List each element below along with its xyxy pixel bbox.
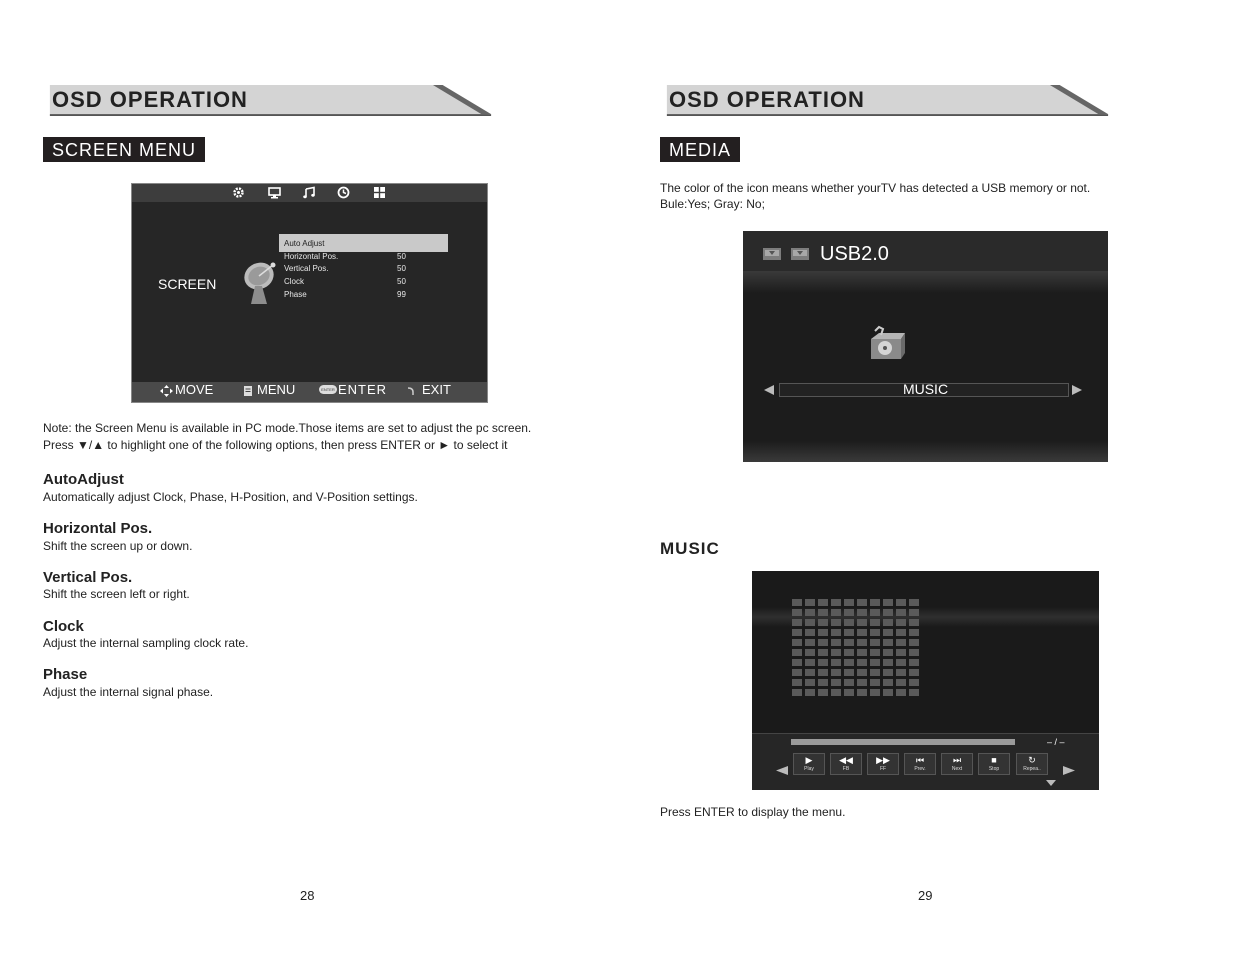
item-title-horizontal-pos: Horizontal Pos. bbox=[43, 520, 153, 537]
grid-cell bbox=[909, 599, 919, 606]
grid-cell bbox=[896, 649, 906, 656]
item-desc-horizontal-pos: Shift the screen up or down. bbox=[43, 539, 193, 553]
menu-value-phase: 99 bbox=[397, 290, 406, 299]
grid-cell bbox=[870, 689, 880, 696]
grid-cell bbox=[805, 649, 815, 656]
repeat-label: Repea.. bbox=[1023, 766, 1041, 772]
grid-cell bbox=[805, 689, 815, 696]
page-title: OSD OPERATION bbox=[669, 87, 865, 112]
enter-key-badge: ENTER bbox=[319, 385, 337, 394]
usb-divider-band bbox=[743, 271, 1108, 293]
play-label: Play bbox=[804, 766, 814, 772]
grid-cell bbox=[792, 619, 802, 626]
next-icon: ⏭ bbox=[952, 755, 962, 765]
grid-cell bbox=[883, 679, 893, 686]
grid-cell bbox=[857, 689, 867, 696]
grid-cell bbox=[805, 639, 815, 646]
grid-cell bbox=[857, 629, 867, 636]
grid-cell bbox=[818, 679, 828, 686]
play-icon: ▶ bbox=[805, 755, 813, 765]
grid-cell bbox=[896, 679, 906, 686]
grid-cell bbox=[792, 669, 802, 676]
grid-cell bbox=[792, 679, 802, 686]
previous-label: Prev. bbox=[914, 766, 926, 772]
grid-cell bbox=[870, 609, 880, 616]
grid-cell bbox=[818, 669, 828, 676]
grid-cell bbox=[831, 649, 841, 656]
grid-cell bbox=[857, 599, 867, 606]
grid-cell bbox=[818, 609, 828, 616]
stop-label: Stop bbox=[988, 766, 1000, 772]
menu-item-horizontal-pos[interactable]: Horizontal Pos. bbox=[284, 252, 339, 261]
grid-cell bbox=[818, 599, 828, 606]
grid-cell bbox=[844, 619, 854, 626]
grid-cell bbox=[831, 629, 841, 636]
grid-cell bbox=[857, 639, 867, 646]
satellite-dish-icon bbox=[239, 258, 281, 306]
screen-side-label: SCREEN bbox=[158, 276, 217, 292]
grid-cell bbox=[831, 669, 841, 676]
usb-media-screenshot bbox=[743, 231, 1108, 462]
item-desc-autoadjust: Automatically adjust Clock, Phase, H-Position, and V-Position settings. bbox=[43, 490, 418, 504]
grid-cell bbox=[896, 609, 906, 616]
grid-cell bbox=[792, 649, 802, 656]
fast-forward-label: FF bbox=[879, 766, 887, 772]
grid-cell bbox=[831, 619, 841, 626]
usb-drive-icon bbox=[763, 247, 781, 261]
fast-forward-button[interactable] bbox=[867, 753, 899, 775]
menu-key-icon bbox=[244, 386, 252, 396]
page-number-left: 28 bbox=[300, 888, 315, 903]
grid-cell bbox=[805, 659, 815, 666]
grid-cell bbox=[883, 689, 893, 696]
play-button[interactable] bbox=[793, 753, 825, 775]
grid-cell bbox=[857, 649, 867, 656]
stop-button[interactable] bbox=[978, 753, 1010, 775]
grid-cell bbox=[792, 609, 802, 616]
note-line-2: Press ▼/▲ to highlight one of the following options, then press ENTER or ► to select it bbox=[43, 438, 508, 452]
grid-cell bbox=[792, 629, 802, 636]
press-enter-note: Press ENTER to display the menu. bbox=[660, 805, 846, 819]
note-line-1: Note: the Screen Menu is available in PC mode.Those items are set to adjust the pc screen. bbox=[43, 421, 532, 435]
grid-cell bbox=[818, 689, 828, 696]
grid-cell bbox=[818, 659, 828, 666]
grid-cell bbox=[818, 629, 828, 636]
grid-cell bbox=[805, 599, 815, 606]
grid-cell bbox=[818, 619, 828, 626]
grid-cell bbox=[818, 639, 828, 646]
grid-cell bbox=[805, 669, 815, 676]
grid-cell bbox=[883, 659, 893, 666]
item-desc-vertical-pos: Shift the screen left or right. bbox=[43, 587, 190, 601]
item-desc-phase: Adjust the internal signal phase. bbox=[43, 685, 214, 699]
grid-cell bbox=[883, 609, 893, 616]
gear-icon bbox=[232, 186, 245, 199]
grid-cell bbox=[896, 619, 906, 626]
hint-exit: EXIT bbox=[422, 382, 451, 397]
media-next-arrow-icon[interactable] bbox=[1071, 384, 1083, 396]
grid-cell bbox=[792, 689, 802, 696]
media-desc-line-2: Bule:Yes; Gray: No; bbox=[660, 197, 765, 211]
fast-backward-icon: ◀◀ bbox=[839, 755, 853, 765]
previous-icon: ⏮ bbox=[915, 755, 925, 765]
grid-cell bbox=[792, 639, 802, 646]
grid-cell bbox=[909, 639, 919, 646]
grid-cell bbox=[896, 639, 906, 646]
grid-cell bbox=[857, 609, 867, 616]
grid-cell bbox=[844, 639, 854, 646]
item-title-autoadjust: AutoAdjust bbox=[43, 471, 124, 488]
move-arrows-icon bbox=[160, 385, 173, 397]
grid-cell bbox=[831, 609, 841, 616]
grid-cell bbox=[909, 649, 919, 656]
time-display: – / – bbox=[1047, 737, 1065, 747]
grid-cell bbox=[831, 599, 841, 606]
player-left-arrow-icon[interactable] bbox=[776, 766, 788, 775]
grid-cell bbox=[896, 689, 906, 696]
fast-backward-button[interactable] bbox=[830, 753, 862, 775]
item-title-clock: Clock bbox=[43, 618, 84, 635]
usb-title: USB2.0 bbox=[820, 243, 889, 265]
music-media-icon bbox=[865, 325, 905, 365]
page-title: OSD OPERATION bbox=[52, 87, 248, 112]
menu-item-phase[interactable]: Phase bbox=[284, 290, 307, 299]
grid-cell bbox=[857, 669, 867, 676]
grid-cell bbox=[831, 679, 841, 686]
grid-cell bbox=[883, 649, 893, 656]
stop-icon: ■ bbox=[991, 755, 997, 765]
menu-item-clock[interactable]: Clock bbox=[284, 277, 305, 286]
player-down-arrow-icon[interactable] bbox=[1046, 780, 1056, 786]
repeat-icon: ↻ bbox=[1028, 755, 1036, 765]
usb-drive-icon bbox=[791, 247, 809, 261]
grid-cell bbox=[883, 669, 893, 676]
item-desc-clock: Adjust the internal sampling clock rate. bbox=[43, 636, 249, 650]
grid-cell bbox=[909, 689, 919, 696]
grid-cell bbox=[870, 659, 880, 666]
grid-cell bbox=[844, 669, 854, 676]
progress-bar[interactable] bbox=[791, 739, 1015, 745]
fast-forward-icon: ▶▶ bbox=[876, 755, 890, 765]
grid-cell bbox=[831, 659, 841, 666]
grid-cell bbox=[857, 659, 867, 666]
grid-cell bbox=[805, 619, 815, 626]
section-title-screen-menu: SCREEN MENU bbox=[43, 137, 205, 162]
monitor-icon bbox=[268, 187, 281, 199]
grid-cell bbox=[844, 679, 854, 686]
grid-cell bbox=[896, 599, 906, 606]
grid-cell bbox=[896, 659, 906, 666]
music-player-screenshot bbox=[752, 571, 1099, 789]
grid-cell bbox=[870, 679, 880, 686]
grid-cell bbox=[844, 599, 854, 606]
grid-cell bbox=[870, 599, 880, 606]
grid-cell bbox=[909, 659, 919, 666]
music-note-icon bbox=[303, 186, 316, 199]
next-label: Next bbox=[951, 766, 963, 772]
grid-cell bbox=[844, 609, 854, 616]
grid-cell bbox=[844, 649, 854, 656]
repeat-button[interactable] bbox=[1016, 753, 1048, 775]
grid-cell bbox=[870, 639, 880, 646]
grid-cell bbox=[883, 639, 893, 646]
menu-item-auto-adjust[interactable]: Auto Adjust bbox=[284, 239, 325, 248]
left-header bbox=[43, 85, 498, 117]
grid-cell bbox=[844, 629, 854, 636]
section-title-media: MEDIA bbox=[660, 137, 740, 162]
grid-icon bbox=[373, 186, 386, 199]
grid-cell bbox=[792, 659, 802, 666]
player-right-arrow-icon[interactable] bbox=[1063, 766, 1075, 775]
music-file-grid bbox=[792, 599, 922, 699]
clock-icon bbox=[337, 186, 350, 199]
grid-cell bbox=[805, 629, 815, 636]
grid-cell bbox=[844, 659, 854, 666]
grid-cell bbox=[805, 679, 815, 686]
grid-cell bbox=[883, 629, 893, 636]
menu-value-vertical-pos: 50 bbox=[397, 264, 406, 273]
grid-cell bbox=[909, 609, 919, 616]
exit-return-icon bbox=[407, 386, 415, 396]
hint-menu: MENU bbox=[257, 382, 296, 397]
menu-value-horizontal-pos: 50 bbox=[397, 252, 406, 261]
previous-button[interactable] bbox=[904, 753, 936, 775]
grid-cell bbox=[831, 639, 841, 646]
grid-cell bbox=[909, 669, 919, 676]
grid-cell bbox=[909, 629, 919, 636]
grid-cell bbox=[831, 689, 841, 696]
grid-cell bbox=[857, 679, 867, 686]
item-title-phase: Phase bbox=[43, 666, 88, 683]
media-selector-label: MUSIC bbox=[902, 381, 949, 397]
grid-cell bbox=[909, 619, 919, 626]
grid-cell bbox=[857, 619, 867, 626]
grid-cell bbox=[870, 649, 880, 656]
screen-menu-screenshot bbox=[131, 183, 488, 403]
grid-cell bbox=[818, 649, 828, 656]
grid-cell bbox=[909, 679, 919, 686]
grid-cell bbox=[870, 629, 880, 636]
grid-cell bbox=[870, 619, 880, 626]
media-desc-line-1: The color of the icon means whether yourTV has detected a USB memory or not. bbox=[660, 181, 1091, 195]
hint-move: MOVE bbox=[175, 382, 214, 397]
fast-backward-label: FB bbox=[842, 766, 850, 772]
right-header bbox=[660, 85, 1115, 117]
hint-enter: ENTER bbox=[338, 382, 388, 397]
usb-bottom-band bbox=[743, 441, 1108, 462]
grid-cell bbox=[896, 629, 906, 636]
next-button[interactable] bbox=[941, 753, 973, 775]
page-number-right: 29 bbox=[918, 888, 933, 903]
grid-cell bbox=[805, 609, 815, 616]
grid-cell bbox=[883, 599, 893, 606]
grid-cell bbox=[896, 669, 906, 676]
item-title-vertical-pos: Vertical Pos. bbox=[43, 569, 133, 586]
grid-cell bbox=[792, 599, 802, 606]
menu-item-vertical-pos[interactable]: Vertical Pos. bbox=[284, 264, 329, 273]
grid-cell bbox=[844, 689, 854, 696]
menu-value-clock: 50 bbox=[397, 277, 406, 286]
music-heading: MUSIC bbox=[660, 539, 720, 558]
grid-cell bbox=[870, 669, 880, 676]
grid-cell bbox=[883, 619, 893, 626]
